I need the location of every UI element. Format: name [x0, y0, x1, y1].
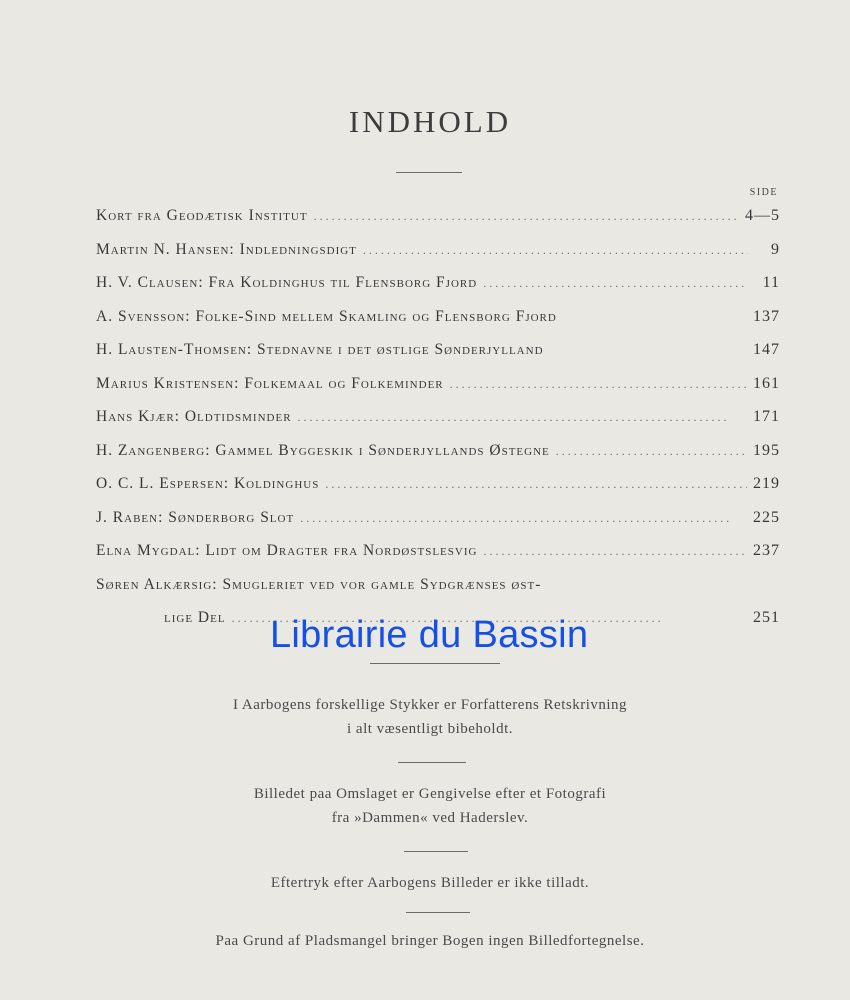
toc-entry-title: Martin N. Hansen: Indledningsdigt	[96, 240, 357, 258]
toc-entry	[96, 576, 780, 610]
note-line: fra »Dammen« ved Haderslev.	[331, 810, 529, 826]
toc-entry-page: 161	[753, 374, 780, 392]
note-line: I Aarbogens forskellige Stykker er Forfatterens Retskrivning	[232, 697, 628, 713]
toc-entry-title: Elna Mygdal: Lidt om Dragter fra Nordøstslesvig	[96, 542, 478, 559]
toc-entry	[96, 475, 780, 509]
toc-entry-title: Hans Kjær: Oldtidsminder	[96, 408, 292, 425]
toc-entry-page: 171	[753, 408, 780, 425]
toc-entry	[96, 442, 780, 476]
toc-entry-page: 219	[753, 475, 780, 492]
note-reprint	[0, 871, 850, 895]
dot-leader	[483, 276, 748, 291]
toc-entry-page: 9	[771, 240, 780, 258]
note-line: i alt væsentligt bibeholdt.	[347, 721, 513, 737]
toc-entry	[96, 241, 780, 275]
toc-entry-title: H. V. Clausen: Fra Koldinghus til Flensborg Fjord	[96, 274, 478, 291]
toc-entry	[96, 375, 780, 409]
toc-entry	[96, 308, 780, 342]
toc-entry	[96, 509, 780, 543]
title-rule	[396, 172, 462, 173]
note-no-image-list	[0, 929, 850, 953]
note-line: Paa Grund af Pladsmangel bringer Bogen ingen Billedfortegnelse.	[215, 933, 645, 949]
dot-leader	[314, 209, 739, 224]
note-cover-image	[0, 782, 850, 830]
toc-entry-page: 4—5	[745, 207, 780, 224]
toc-entry-title: A. Svensson: Folke-Sind mellem Skamling og Flensborg Fjord	[96, 307, 557, 325]
toc-entry	[96, 341, 780, 375]
dot-leader	[363, 243, 748, 258]
note-spelling	[0, 693, 850, 741]
toc-entry-page: 147	[753, 341, 780, 358]
toc-entry-title: J. Raben: Sønderborg Slot	[96, 508, 295, 526]
note-rule	[404, 851, 468, 852]
watermark-text: Librairie du Bassin	[270, 614, 589, 656]
note-rule	[406, 912, 470, 913]
toc-entry-title: H. Lausten-Thomsen: Stednavne i det østlige Sønderjylland	[96, 341, 544, 358]
dot-leader	[483, 544, 747, 559]
toc-entry-page: 137	[753, 307, 780, 325]
dot-leader	[450, 377, 747, 392]
toc-entry-page: 251	[753, 609, 780, 626]
toc-entry-page: 195	[753, 441, 780, 459]
toc-entry	[96, 207, 780, 241]
toc-entry	[96, 274, 780, 308]
page-title: INDHOLD	[348, 104, 512, 139]
toc-entry	[96, 542, 780, 576]
toc-entry-title: Søren Alkærsig: Smugleriet ved vor gamle Sydgrænses øst-	[96, 575, 542, 593]
toc-entry-title: H. Zangenberg: Gammel Byggeskik i Sønderjyllands Østegne	[96, 441, 550, 459]
toc-entry-title: lige Del	[164, 609, 226, 626]
toc-entry	[96, 408, 780, 442]
toc-entry-page: 225	[753, 508, 780, 526]
dot-leader	[298, 410, 747, 425]
dot-leader	[300, 511, 747, 526]
note-line: Eftertryk efter Aarbogens Billeder er ikke tilladt.	[270, 875, 590, 891]
side-column-label: SIDE	[749, 187, 778, 198]
note-line: Billedet paa Omslaget er Gengivelse efter et Fotografi	[253, 786, 607, 802]
toc-entry-page: 237	[753, 542, 780, 559]
note-rule	[398, 762, 466, 763]
toc-entry-title: O. C. L. Espersen: Koldinghus	[96, 475, 320, 492]
toc-entry-title: Marius Kristensen: Folkemaal og Folkeminder	[96, 374, 444, 392]
toc-entry-page: 11	[762, 274, 780, 291]
dot-leader	[325, 477, 747, 492]
toc-entry-title: Kort fra Geodætisk Institut	[96, 207, 308, 224]
toc-end-rule	[370, 663, 500, 664]
dot-leader	[556, 444, 747, 459]
table-of-contents	[96, 207, 780, 643]
